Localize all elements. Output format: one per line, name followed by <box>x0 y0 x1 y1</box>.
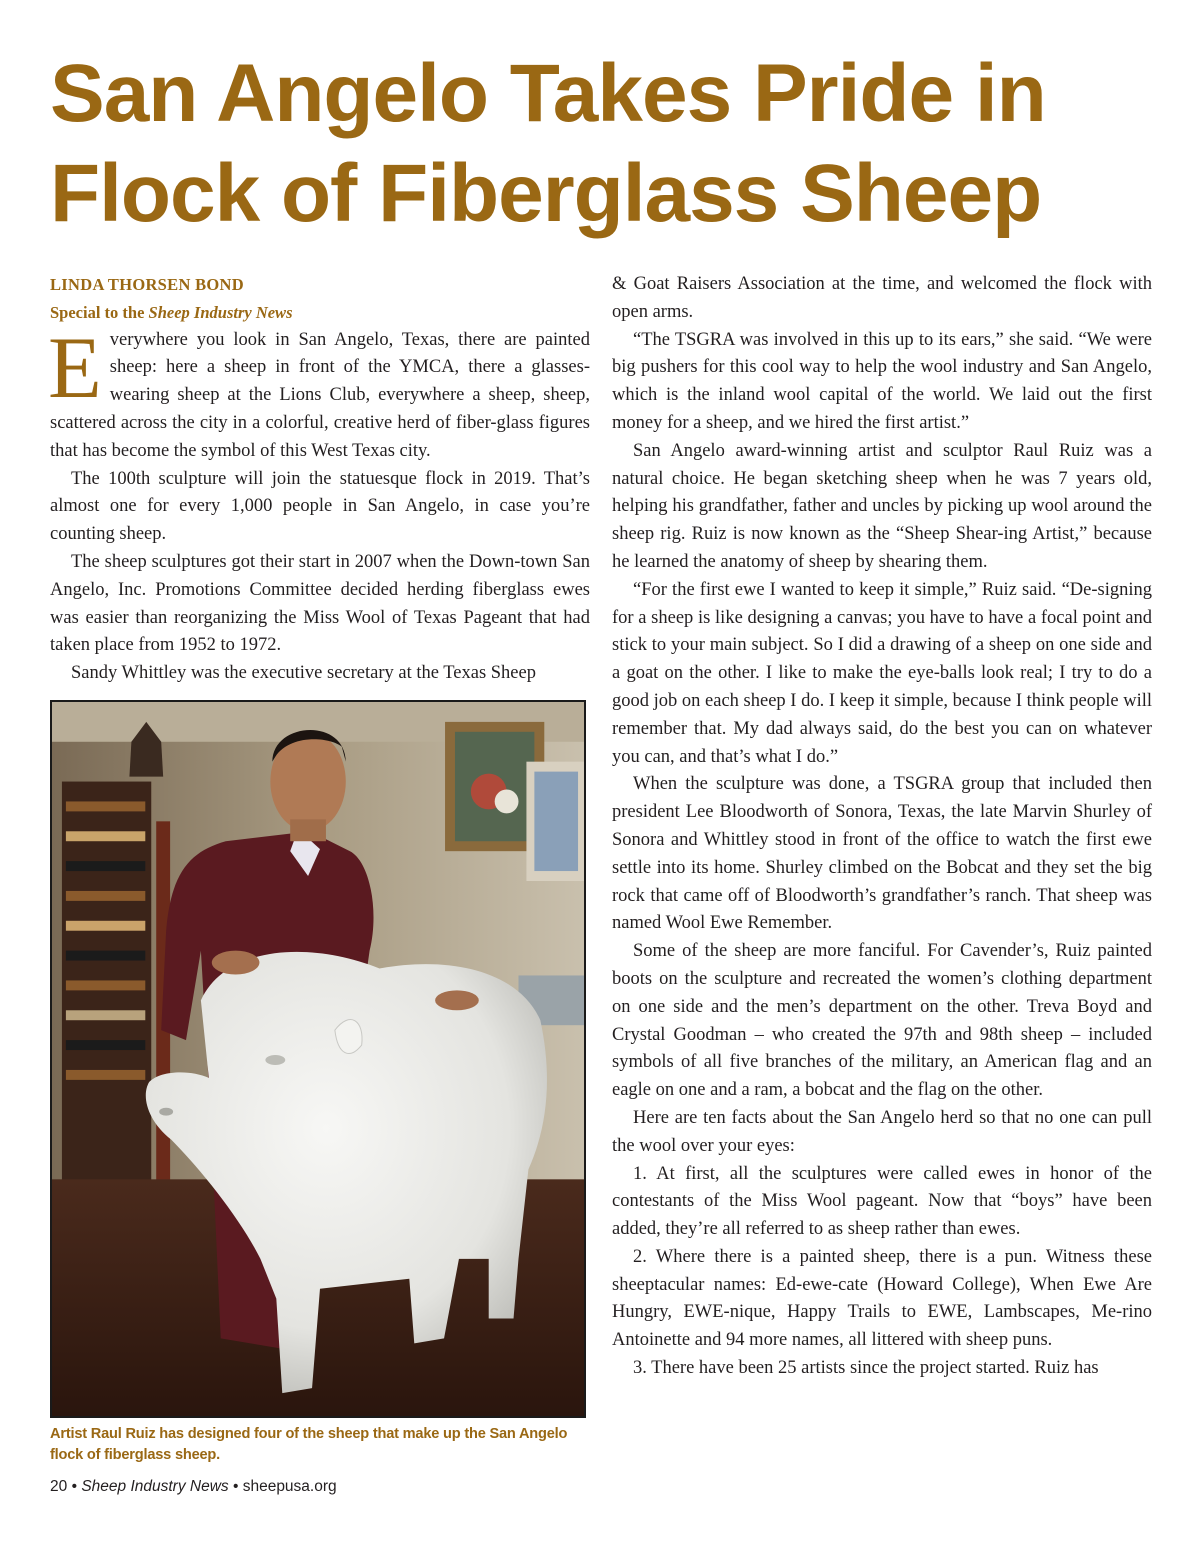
paragraph-2: The 100th sculpture will join the statuesque flock in 2019. That’s almost one for every 1,000 people in San Angelo, in case you’re counting sheep. <box>50 468 590 545</box>
paragraph-r6: Here are ten facts about the San Angelo herd so that no one can pull the wool over your eyes: <box>612 1107 1152 1156</box>
paragraph-r0: & Goat Raisers Association at the time, and welcomed the flock with open arms. <box>612 274 1152 322</box>
paragraph-1-text: verywhere you look in San Angelo, Texas, there are painted sheep: here a sheep in front of the YMCA, there a glasses-wearing sheep at the Lions Club, everywhere a sheep, sheep, scattered across the city in a colorful, creative herd of fiber-glass figures that has become the symbol of this West Texas city. <box>50 329 590 461</box>
right-column <box>612 271 1152 1383</box>
footer-bullet-2: • <box>232 1478 239 1495</box>
paragraph-4: Sandy Whittley was the executive secretary at the Texas Sheep <box>71 663 536 684</box>
fact-1: 1. At first, all the sculptures were called ewes in honor of the contestants of the Miss Wool pageant. Now that “boys” have been added, they’re all referred to as sheep rather than ewes. <box>612 1163 1152 1240</box>
artist-photo <box>50 700 586 1418</box>
paragraph-3: The sheep sculptures got their start in 2007 when the Down-town San Angelo, Inc. Promotions Committee decided herding fiberglass ewes was easier than reorganizing the Miss Wool of Texas Pageant that had taken place from 1952 to 1972. <box>50 551 590 656</box>
special-credit-publication: Sheep Industry News <box>148 302 293 322</box>
page-footer <box>50 1478 337 1496</box>
page-number: 20 <box>50 1478 68 1495</box>
special-credit <box>50 299 590 327</box>
headline-line-2: Flock of Fiberglass Sheep <box>50 148 1042 239</box>
paragraph-r1: “The TSGRA was involved in this up to its ears,” she said. “We were big pushers for this cool way to help the wool industry and San Angelo, which is the inland wool capital of the world. We laid out the first money for a sheep, and we hired the first artist.” <box>612 329 1152 433</box>
author-byline: LINDA THORSEN BOND <box>50 275 244 294</box>
drop-cap: E <box>48 319 102 417</box>
fact-2: 2. Where there is a painted sheep, there is a pun. Witness these sheeptacular names: Ed-ewe-cate (Howard College), When Ewe Are Hungry, EWE-nique, Happy Trails to EWE, Lambscapes, Me-rino Antoinette and 94 more names, all littered with sheep puns. <box>612 1246 1152 1351</box>
headline-line-1: San Angelo Takes Pride in <box>50 48 1046 139</box>
footer-publication: Sheep Industry News <box>81 1478 229 1495</box>
special-credit-prefix: Special to the <box>50 302 149 322</box>
fact-3: 3. There have been 25 artists since the project started. Ruiz has <box>633 1358 1099 1379</box>
footer-bullet-1: • <box>71 1478 77 1495</box>
headline <box>50 44 1170 244</box>
photo-caption: Artist Raul Ruiz has designed four of the sheep that make up the San Angelo flock of fiberglass sheep. <box>50 1426 568 1463</box>
paragraph-r5: Some of the sheep are more fanciful. For Cavender’s, Ruiz painted boots on the sculpture and recreated the women’s clothing department on one side and the men’s department on the other. Treva Boyd and Crystal Goodman – who created the 97th and 98th sheep – included symbols of all five branches of the military, an American flag and an eagle on one and a ram, a bobcat and the flag on the other. <box>612 941 1152 1101</box>
paragraph-r2: San Angelo award-winning artist and sculptor Raul Ruiz was a natural choice. He began sketching sheep when he was 7 years old, helping his grandfather, father and uncles by picking up wool around the sheep rig. Ruiz is now known as the “Sheep Shear-ing Artist,” because he learned the anatomy of sheep by shearing them. <box>612 440 1152 572</box>
left-column <box>50 271 590 688</box>
paragraph-r4: When the sculpture was done, a TSGRA group that included then president Lee Bloodworth of Sonora, Texas, the late Marvin Shurley of Sonora and Whittley stood in front of the office to watch the first ewe settle into its home. Shurley climbed on the Bobcat and they set the big rock that came off of Bloodworth’s grandfather’s ranch. That sheep was named Wool Ewe Remember. <box>612 774 1152 934</box>
paragraph-1 <box>48 319 590 466</box>
footer-website: sheepusa.org <box>242 1478 337 1495</box>
paragraph-r3: “For the first ewe I wanted to keep it simple,” Ruiz said. “De-signing for a sheep is like designing a canvas; you have to have a focal point and stick to your main subject. So I did a drawing of a sheep on one side and a goat on the other. I like to make the eye-balls look real; I try to do a good job on each sheep I do. I keep it simple, because I think people will remember that. My dad always said, do the best you can on whatever you can, and that’s what I do.” <box>612 579 1152 767</box>
artist-with-sheep-illustration <box>52 702 584 1416</box>
